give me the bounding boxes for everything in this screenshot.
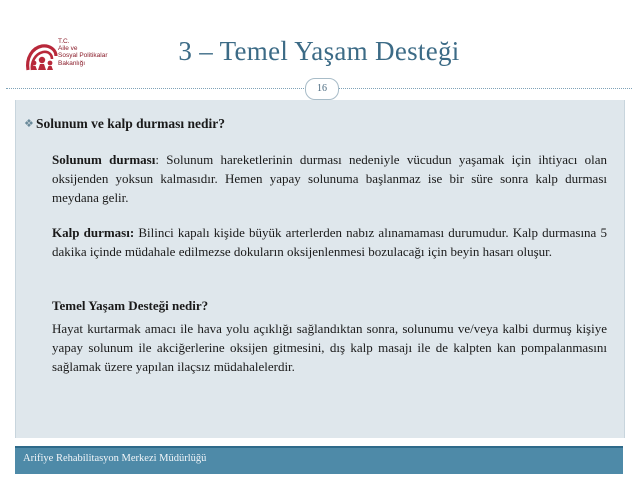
question-heading: Solunum ve kalp durması nedir? [36,116,226,131]
slide-title: 3 – Temel Yaşam Desteği [178,36,460,66]
footer-bar [15,446,623,474]
term-definition: Bilinci kapalı kişide büyük arterlerden nabız alınamaması durumudur. Kalp durmasına 5 dakika içinde müdahale edilmezse dokuların oksijenlenmesi bozulacağı için beyin hasarı oluşur. [52,225,607,259]
logo-line: T.C. [58,38,70,45]
logo-line: Aile ve [58,45,78,53]
logo-line: Bakanlığı [58,59,86,67]
term-label: Solunum durması [52,152,156,167]
subheading-bls: Temel Yaşam Desteği nedir? [52,298,209,313]
page-number-badge: 16 [305,78,339,100]
paragraph-bls: Hayat kurtarmak amacı ile hava yolu açıklığı sağlandıktan sonra, solunumu ve/veya kalbi durmuş kişiye yapay solunum ile akciğerlerine oksijen gitmesini, dış kalp masajı ile de kalpten kan pompalanmasını sağlamak üzere yapılan ilaçsız müdahalelerdir. [52,321,607,374]
footer-text: Arifiye Rehabilitasyon Merkezi Müdürlüğü [23,453,207,464]
logo-line: Sosyal Politikalar [58,52,108,60]
paragraph-respiratory-arrest [52,150,607,207]
term-definition: : Solunum hareketlerinin durması nedeniyle vücudun yaşamak için ihtiyacı olan oksijenden yoksun kalmasıdır. Hemen yapay solunuma başlanmaz ise bir süre sonra kalp durması meydana gelir. [52,152,608,205]
term-label: Kalp durması: [52,225,135,240]
diamond-bullet-icon: ❖ [24,118,34,130]
content-box [15,100,625,438]
paragraph-cardiac-arrest [52,223,607,261]
